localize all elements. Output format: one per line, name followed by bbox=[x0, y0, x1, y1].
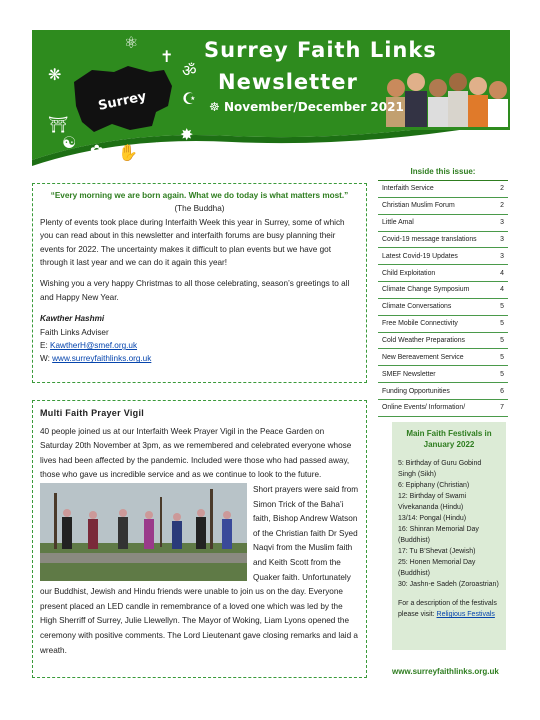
dharma-wheel-icon: ☸ bbox=[209, 100, 220, 114]
festival-item: 30: Jashn-e Sadeh (Zoroastrian) bbox=[398, 581, 499, 588]
greetings-paragraph: Wishing you a very happy Christmas to all those celebrating, season’s greetings to all and Happy New Year. bbox=[40, 279, 350, 302]
toc-row[interactable]: Climate Change Symposium 4 bbox=[378, 282, 508, 299]
festival-item: 17: Tu B’Shevat (Jewish) bbox=[398, 548, 476, 555]
toc-row[interactable]: Cold Weather Preparations 5 bbox=[378, 333, 508, 350]
toc-row[interactable]: New Bereavement Service 5 bbox=[378, 349, 508, 366]
toc-row[interactable]: Funding Opportunities 6 bbox=[378, 383, 508, 400]
faith-festivals-box bbox=[392, 422, 506, 650]
om-icon: ॐ bbox=[182, 63, 197, 80]
quote-author: (The Buddha) bbox=[174, 204, 225, 214]
hamsa-icon: ✋ bbox=[118, 145, 138, 162]
bahai-star-icon: ✸ bbox=[180, 127, 194, 144]
signatory-name: Kawther Hashmi bbox=[40, 314, 105, 324]
email-link[interactable]: KawtherH@smef.org.uk bbox=[50, 341, 138, 351]
lotus-icon: ✿ bbox=[90, 143, 104, 160]
article-heading: Multi Faith Prayer Vigil bbox=[40, 408, 145, 418]
toc-title: Inside this issue: bbox=[410, 167, 476, 176]
festival-item: 16: Shinran Memorial Day (Buddhist) bbox=[398, 526, 479, 544]
festivals-footer: For a description of the festivals please visit: Religious Festivals bbox=[398, 600, 497, 618]
star-crescent-icon: ☪ bbox=[182, 91, 197, 108]
toc-row[interactable]: Latest Covid-19 Updates 3 bbox=[378, 248, 508, 265]
buddha-quote: “Every morning we are born again. What we do today is what matters most.” bbox=[50, 191, 349, 200]
toc-row[interactable]: Little Amal 3 bbox=[378, 215, 508, 232]
contact-website: W: www.surreyfaithlinks.org.uk bbox=[40, 354, 152, 364]
toc-row[interactable]: Online Events/ Information/ 7 bbox=[378, 400, 508, 417]
toc-row[interactable]: Climate Conversations 5 bbox=[378, 299, 508, 316]
toc-row[interactable]: Interfaith Service 2 bbox=[378, 180, 508, 198]
festivals-title: Main Faith Festivals in January 2022 bbox=[406, 429, 492, 449]
map-label: Surrey bbox=[96, 89, 148, 114]
festival-item: 6: Epiphany (Christian) bbox=[398, 482, 470, 489]
article-paragraph: 40 people joined us at our Interfaith Week Prayer Vigil in the Peace Garden on Saturday 20th November at 3pm, as we remembered and celebrated everyone whose lives had been affected by the pandemic. Included were those who had passed away, those who gave us incredible service and as we continue to look to the future. bbox=[40, 426, 352, 480]
table-of-contents bbox=[378, 180, 508, 417]
welcome-message bbox=[32, 183, 367, 383]
newsletter-subtitle: Newsletter bbox=[218, 70, 358, 94]
festival-item: 13/14: Pongal (Hindu) bbox=[398, 515, 467, 522]
torii-icon: ⛩ bbox=[48, 117, 69, 134]
toc-row[interactable]: Covid-19 message translations 3 bbox=[378, 232, 508, 249]
toc-row[interactable]: SMEF Newsletter 5 bbox=[378, 366, 508, 383]
star-of-david-icon: ✡ bbox=[150, 141, 164, 158]
footer-website[interactable]: www.surreyfaithlinks.org.uk bbox=[392, 667, 499, 676]
toc-row[interactable]: Christian Muslim Forum 2 bbox=[378, 198, 508, 215]
welcome-paragraph: Plenty of events took place during Interfaith Week this year in Surrey, some of which you can read about in this newsletter and interfaith forums are busy planning their events for 2022. The uncertainty makes it difficult to plan events but we have got through it last year and we can do it again this year! bbox=[40, 217, 345, 268]
newsletter-header bbox=[32, 30, 510, 170]
festival-item: 5: Birthday of Guru Gobind Singh (Sikh) bbox=[398, 460, 482, 478]
toc-row[interactable]: Child Exploitation 4 bbox=[378, 265, 508, 282]
signatory-role: Faith Links Adviser bbox=[40, 327, 109, 337]
religious-festivals-link[interactable]: Religious Festivals bbox=[436, 611, 495, 618]
latin-cross-icon: ✝ bbox=[160, 49, 174, 66]
yin-yang-icon: ☯ bbox=[62, 135, 77, 152]
newsletter-title: Surrey Faith Links bbox=[204, 38, 437, 62]
festival-item: 12: Birthday of Swami Vivekananda (Hindu) bbox=[398, 493, 467, 511]
article-paragraph-2: Short prayers were said from Simon Trick of the Baha’i faith, Bishop Andrew Watson of the Christian faith Dr Syed Naqvi from the Muslim faith and Keith Scott from the Quaker faith. Unfortunately our Buddhist, Jewish and Hindu friends were unable to join us on the day. Everyone present placed an LED candle in remembrance of a loved one which was led by the High Sherriff of Surrey, Julie Llewellyn. The Mayor of Woking, Liam Lyons opened the ceremony with positive comments. The Lord Lieutenant gave closing remarks and laid a wreath. bbox=[40, 484, 359, 655]
website-link[interactable]: www.surreyfaithlinks.org.uk bbox=[52, 354, 152, 364]
vigil-photo bbox=[40, 483, 247, 581]
issue-date: ☸ November/December 2021 bbox=[209, 100, 404, 114]
faravahar-icon: ❋ bbox=[48, 67, 62, 84]
prayer-vigil-article bbox=[32, 400, 367, 678]
toc-row[interactable]: Free Mobile Connectivity 5 bbox=[378, 316, 508, 333]
contact-email: E: KawtherH@smef.org.uk bbox=[40, 341, 138, 351]
khanda-icon: ⚛ bbox=[124, 35, 139, 52]
festival-item: 25: Honen Memorial Day (Buddhist) bbox=[398, 559, 476, 577]
